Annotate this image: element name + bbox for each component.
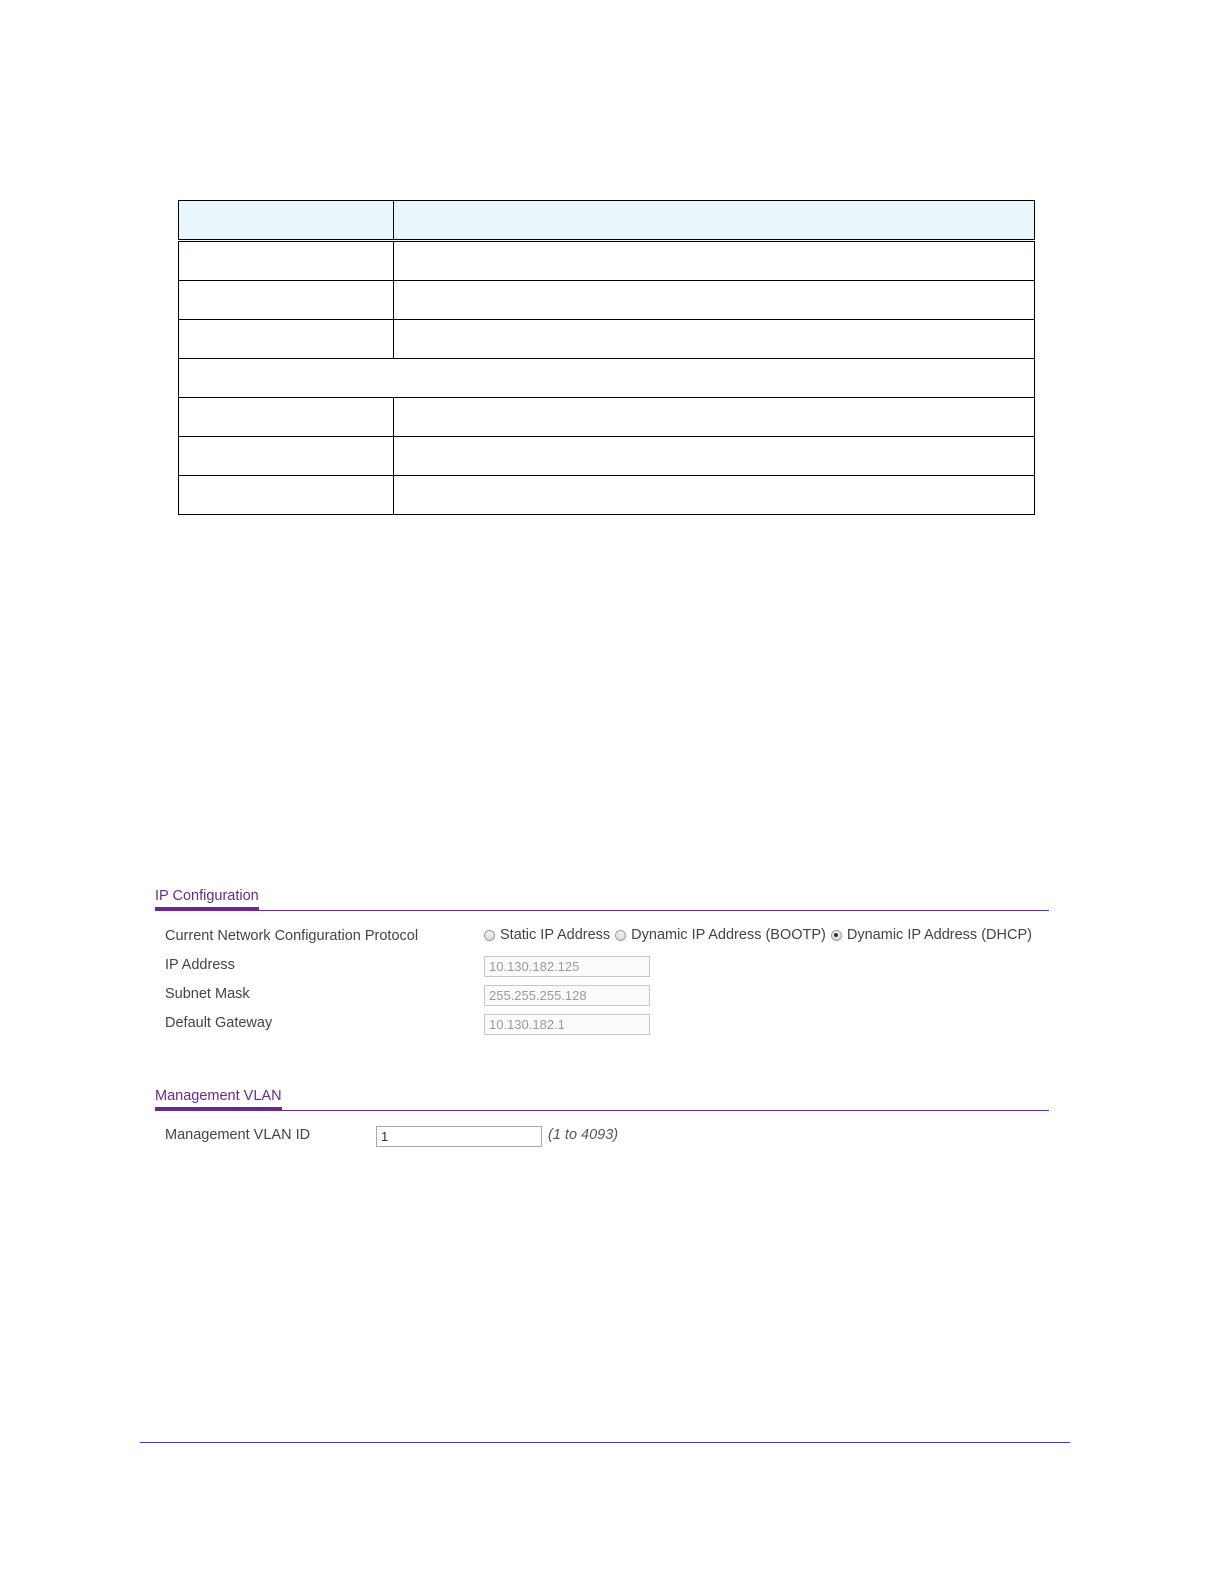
ip-address-label: IP Address — [165, 957, 235, 973]
table-header-row — [179, 201, 1035, 241]
radio-dhcp-label: Dynamic IP Address (DHCP) — [846, 927, 1032, 943]
table-cell — [179, 320, 394, 359]
table-cell — [394, 437, 1035, 476]
radio-bootp-label: Dynamic IP Address (BOOTP) — [631, 927, 826, 943]
management-vlan-id-input[interactable]: 1 — [376, 1126, 542, 1147]
table-cell — [179, 241, 394, 281]
radio-static-ip-label: Static IP Address — [500, 927, 611, 943]
table-header-cell — [179, 201, 394, 241]
table-row — [179, 281, 1035, 320]
management-vlan-id-label: Management VLAN ID — [165, 1127, 311, 1143]
radio-static-ip-icon[interactable] — [484, 930, 495, 941]
table-row — [179, 476, 1035, 515]
protocol-radio-group — [484, 927, 1037, 943]
footer-divider — [140, 1442, 1070, 1443]
subnet-mask-label: Subnet Mask — [165, 986, 250, 1002]
ip-configuration-title: IP Configuration — [155, 888, 259, 907]
management-vlan-title: Management VLAN — [155, 1088, 282, 1107]
table-row — [179, 241, 1035, 281]
field-description-table — [178, 200, 1035, 515]
vlan-range-hint: (1 to 4093) — [548, 1127, 619, 1143]
section-divider — [155, 910, 1049, 911]
table-cell — [394, 320, 1035, 359]
radio-dhcp-icon[interactable] — [831, 930, 842, 941]
radio-dhcp[interactable] — [831, 927, 1032, 943]
table-section-row — [179, 359, 1035, 398]
radio-static-ip[interactable] — [484, 927, 610, 943]
table-row — [179, 398, 1035, 437]
default-gateway-input[interactable]: 10.130.182.1 — [484, 1014, 650, 1035]
table-cell — [179, 437, 394, 476]
table-row — [179, 437, 1035, 476]
table-cell — [394, 398, 1035, 437]
table-cell — [394, 241, 1035, 281]
table-cell — [179, 281, 394, 320]
radio-bootp-icon[interactable] — [615, 930, 626, 941]
table-cell — [394, 281, 1035, 320]
table-cell — [179, 476, 394, 515]
ip-address-input[interactable]: 10.130.182.125 — [484, 956, 650, 977]
section-divider — [155, 1110, 1049, 1111]
protocol-label: Current Network Configuration Protocol — [165, 928, 419, 944]
table-header-cell — [394, 201, 1035, 241]
table-cell — [179, 359, 1035, 398]
table-cell — [394, 476, 1035, 515]
table-cell — [179, 398, 394, 437]
radio-bootp[interactable] — [615, 927, 826, 943]
table-row — [179, 320, 1035, 359]
subnet-mask-input[interactable]: 255.255.255.128 — [484, 985, 650, 1006]
default-gateway-label: Default Gateway — [165, 1015, 273, 1031]
